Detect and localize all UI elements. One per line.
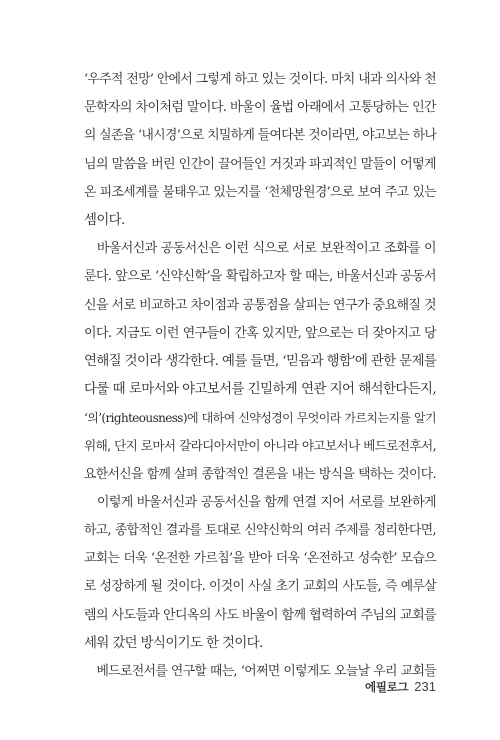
text-line: 다룰 때 로마서와 야고보서를 긴밀하게 연관 지어 해석한다든지, [84, 382, 436, 398]
text-line: 신을 서로 비교하고 차이점과 공통점을 살피는 연구가 중요해질 것 [84, 297, 436, 313]
text-line: 온 피조세계를 불태우고 있는지를 ‘천체망원경’으로 보여 주고 있는 [84, 184, 436, 200]
text-line: 교회는 더욱 ‘온전한 가르침’을 받아 더욱 ‘온전하고 성숙한’ 모습으 [84, 551, 436, 567]
running-footer-title: 에필로그 [365, 680, 409, 694]
text-line: 세워 갔던 방식이기도 한 것이다. [84, 635, 263, 651]
text-line: 문학자의 차이처럼 말이다. 바울이 율법 아래에서 고통당하는 인간 [84, 100, 436, 116]
page-footer [300, 676, 436, 695]
text-line: 이다. 지금도 이런 연구들이 간혹 있지만, 앞으로는 더 잦아지고 당 [84, 325, 436, 341]
text-line: 로 성장하게 될 것이다. 이것이 사실 초기 교회의 사도들, 즉 예루살 [84, 579, 436, 595]
text-line: ‘우주적 전망’ 안에서 그렇게 하고 있는 것이다. 마치 내과 의사와 천 [84, 72, 436, 87]
text-line: 의 실존을 ‘내시경’으로 치밀하게 들여다본 것이라면, 야고보는 하나 [84, 128, 437, 144]
text-line: 연해질 것이라 생각한다. 예를 들면, ‘믿음과 행함’에 관한 문제를 [84, 353, 437, 369]
text-line: 위해, 단지 로마서 갈라디아서만이 아니라 야고보서나 베드로전후서, [84, 438, 436, 454]
text-line: 베드로전서를 연구할 때는, ‘어쩌면 이렇게도 오늘날 우리 교회들 [84, 663, 436, 679]
text-line: ‘의’(righteousness)에 대하여 신약성경이 무엇이라 가르치는지를 알기 [84, 411, 436, 426]
text-line: 셈이다. [84, 212, 125, 228]
text-line: 요한서신을 함께 살펴 종합적인 결론을 내는 방식을 택하는 것이다. [84, 466, 436, 482]
body-text [84, 66, 436, 686]
text-line: 바울서신과 공동서신은 이런 식으로 서로 보완적이고 조화를 이 [84, 241, 436, 257]
text-line: 렘의 사도들과 안디옥의 사도 바울이 함께 협력하여 주님의 교회를 [84, 607, 436, 623]
text-line: 룬다. 앞으로 ‘신약신학’을 확립하고자 할 때는, 바울서신과 공동서 [84, 269, 436, 285]
text-line: 하고, 종합적인 결과를 토대로 신약신학의 여러 주제를 정리한다면, [84, 523, 436, 538]
page-number: 231 [414, 679, 436, 694]
text-line: 이렇게 바울서신과 공동서신을 함께 연결 지어 서로를 보완하게 [84, 494, 436, 510]
text-line: 님의 말씀을 버린 인간이 끌어들인 거짓과 파괴적인 말들이 어떻게 [84, 156, 436, 172]
